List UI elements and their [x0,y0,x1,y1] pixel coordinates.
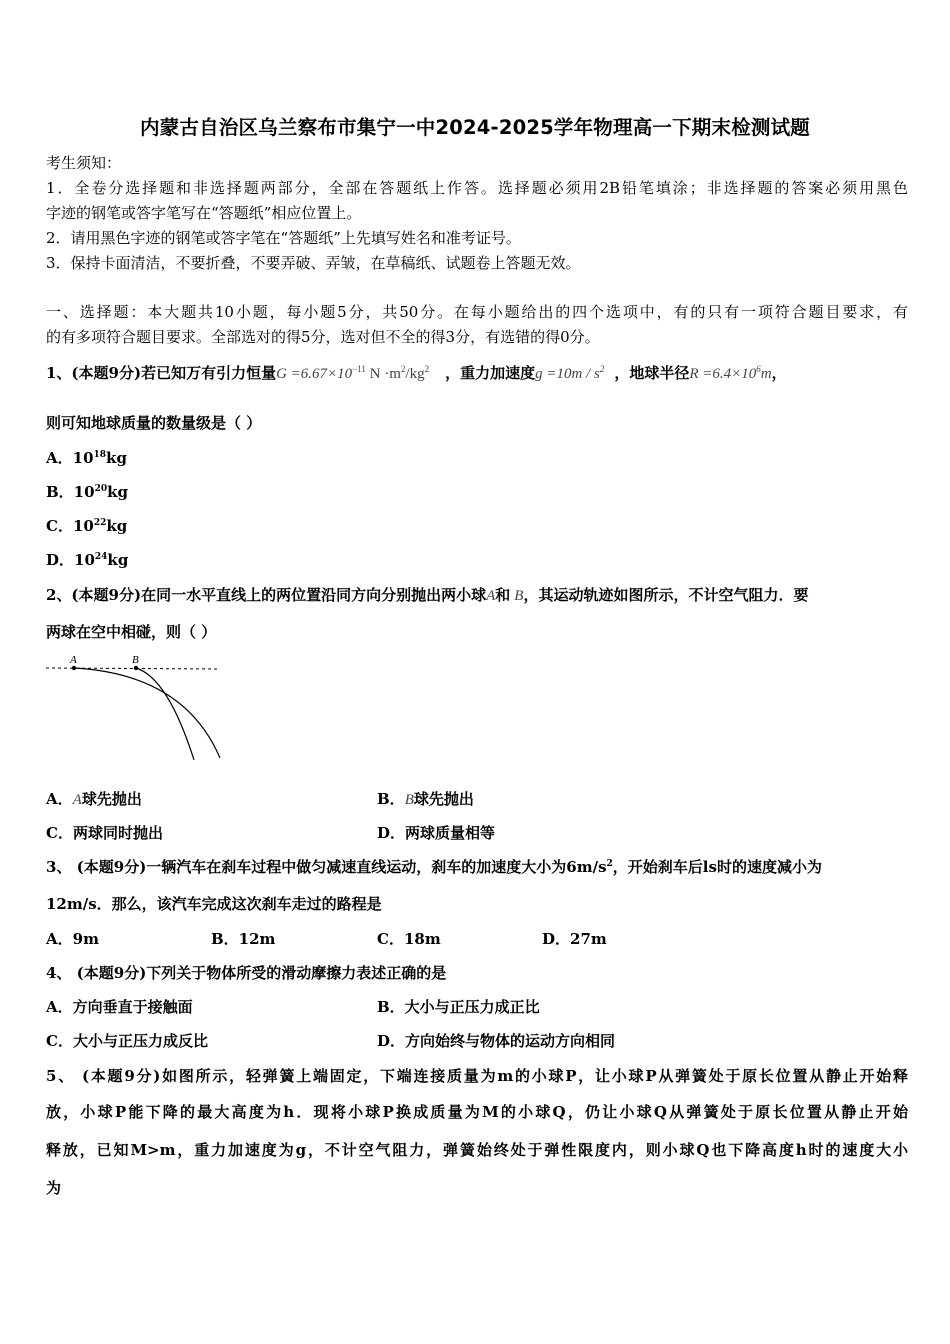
q1-option-b[interactable]: B．$10^{20}kg$ [46,483,128,501]
q1-gravity-accel: $g =10m / s^2$ [535,364,605,382]
q2-option-d[interactable]: D．两球质量相等 [377,824,496,842]
q4-option-d[interactable]: D．方向始终与物体的运动方向相同 [377,1032,616,1050]
q4-option-a[interactable]: A．方向垂直于接触面 [46,998,193,1016]
trajectory-a [74,668,220,758]
question-2-stem-line2: 两球在空中相碰，则（ ） [46,623,217,641]
question-5-stem-line1: 5、 (本题9分)如图所示，轻弹簧上端固定，下端连接质量为m的小球P，让小球P从弹簧处于原长位置从静止开始释 [46,1067,908,1085]
q3-option-c[interactable]: C．18m [377,930,441,948]
q3-option-a[interactable]: A．9m [46,930,99,948]
question-4-stem: 4、 (本题9分)下列关于物体所受的滑动摩擦力表述正确的是 [46,964,447,982]
question-1-stem: 1、(本题9分)若已知万有引力恒量$G =6.67\times 10^{-11}$ $N \cdot m^2/kg^2$ ，重力加速度$g =10m / s^2$ ，地球半径$R =6.4\times 10^6m$， [46,364,787,382]
ball-b-point [134,666,138,670]
q1-gravity-constant: $G =6.67\times 10^{-11}$ $N \cdot m^2/kg^2$ [276,364,430,382]
q1-option-a[interactable]: A．$10^{18}kg$ [46,449,127,467]
q4-option-c[interactable]: C．大小与正压力成反比 [46,1032,208,1050]
fig-label-a: A [70,654,77,666]
trajectory-figure [44,652,224,764]
q2-option-c[interactable]: C．两球同时抛出 [46,824,163,842]
section-heading-line2: 的有多项符合题目要求。全部选对的得5分，选对但不全的得3分，有选错的得0分。 [46,328,600,346]
question-1-stem-line2: 则可知地球质量的数量级是（ ） [46,414,262,432]
q1-option-c[interactable]: C．$10^{22}kg$ [46,517,128,535]
question-3-stem: 3、 (本题9分)一辆汽车在刹车过程中做匀减速直线运动，刹车的加速度大小为$6m/s^2$，开始刹车后ls时的速度减小为 [46,858,822,876]
notice-heading: 考生须知： [46,154,122,172]
q4-option-b[interactable]: B．大小与正压力成正比 [377,998,540,1016]
q2-option-b[interactable]: B．B球先抛出 [377,790,474,808]
question-5-stem-line2: 放，小球P能下降的最大高度为h．现将小球P换成质量为M的小球Q，仍让小球Q从弹簧处于原长位置从静止开始 [46,1103,908,1121]
notice-item-3: 3．保持卡面清洁，不要折叠，不要弄破、弄皱，在草稿纸、试题卷上答题无效。 [46,254,581,272]
q3-option-b[interactable]: B．12m [211,930,276,948]
page-title: 内蒙古自治区乌兰察布市集宁一中2024-2025学年物理高一下期末检测试题 [139,116,811,139]
question-2-stem: 2、(本题9分)在同一水平直线上的两位置沿同方向分别抛出两小球A和 B，其运动轨迹如图所示，不计空气阻力．要 [46,586,809,604]
notice-item-2: 2．请用黑色字迹的钢笔或答字笔在“答题纸”上先填写姓名和准考证号。 [46,229,521,247]
section-heading-line1: 一、选择题：本大题共10小题，每小题5分，共50分。在每小题给出的四个选项中，有的只有一项符合题目要求，有 [46,303,908,321]
notice-item-1: 1．全卷分选择题和非选择题两部分，全部在答题纸上作答。选择题必须用2B铅笔填涂；非选择题的答案必须用黑色 [46,179,908,197]
q1-prefix: 1、(本题9分)若已知万有引力恒量 [46,364,277,382]
q1-earth-radius: $R =6.4\times 10^6m$ [689,364,772,382]
question-3-stem-line2: 12m/s．那么，该汽车完成这次刹车走过的路程是 [46,895,382,913]
notice-item-1-cont: 字迹的钢笔或答字笔写在“答题纸”相应位置上。 [46,204,362,222]
q3-option-d[interactable]: D．27m [542,930,607,948]
q1-mid2: ，地球半径 [614,364,690,382]
trajectory-b [136,668,194,760]
q1-option-d[interactable]: D．$10^{24}kg$ [46,551,129,569]
question-5-stem-line3: 释放，已知M>m，重力加速度为g，不计空气阻力，弹簧始终处于弹性限度内，则小球Q也下降高度h时的速度大小 [46,1141,908,1159]
q1-mid1: ，重力加速度 [445,364,536,382]
fig-label-b: B [132,654,139,666]
ball-a-point [72,666,76,670]
question-5-stem-line4: 为 [46,1179,62,1197]
q2-option-a[interactable]: A．A球先抛出 [46,790,142,808]
